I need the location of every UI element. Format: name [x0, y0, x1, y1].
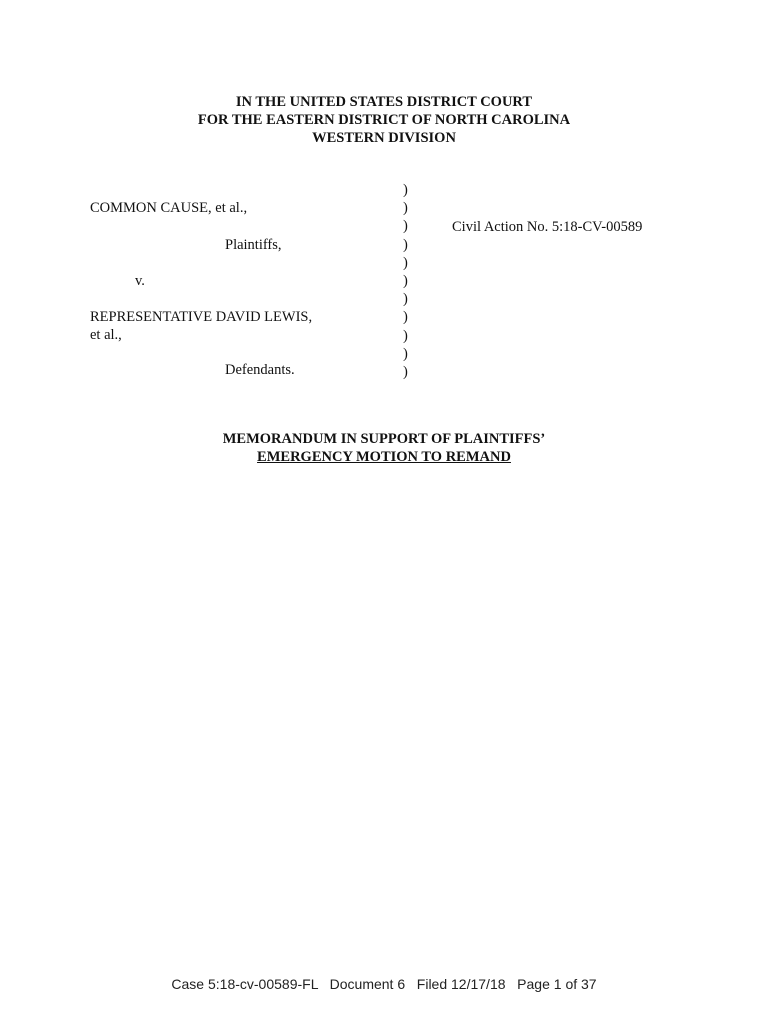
- versus-label: v.: [135, 273, 145, 289]
- document-title: [0, 430, 768, 466]
- caption-parenthesis: ): [403, 236, 408, 253]
- caption-parenthesis: ): [403, 291, 408, 308]
- defendant-name-line-1: REPRESENTATIVE DAVID LEWIS,: [90, 309, 313, 325]
- court-filing-stamp: Case 5:18-cv-00589-FL Document 6 Filed 12/17/18 Page 1 of 37: [171, 976, 597, 992]
- caption-parenthesis: ): [403, 254, 408, 271]
- civil-action-number: Civil Action No. 5:18-CV-00589: [452, 219, 643, 235]
- caption-parenthesis: ): [403, 364, 408, 381]
- document-title-line-2: EMERGENCY MOTION TO REMAND: [257, 449, 511, 466]
- caption-parenthesis-column: [403, 181, 408, 381]
- defendant-role: Defendants.: [225, 362, 295, 378]
- caption-parenthesis: ): [403, 309, 408, 326]
- caption-parenthesis: ): [403, 273, 408, 290]
- court-heading-line-1: IN THE UNITED STATES DISTRICT COURT: [235, 94, 533, 110]
- caption-parenthesis: ): [403, 218, 408, 235]
- caption-parenthesis: ): [403, 200, 408, 217]
- caption-parenthesis: ): [403, 327, 408, 344]
- plaintiff-name: COMMON CAUSE, et al.,: [90, 200, 248, 216]
- caption-parenthesis: ): [403, 345, 408, 362]
- defendant-name-line-2: et al.,: [90, 327, 122, 343]
- court-heading-line-3: WESTERN DIVISION: [312, 130, 456, 147]
- document-title-line-1: MEMORANDUM IN SUPPORT OF PLAINTIFFS’: [222, 431, 546, 447]
- court-heading-line-2: FOR THE EASTERN DISTRICT OF NORTH CAROLINA: [197, 112, 571, 129]
- plaintiff-role: Plaintiffs,: [225, 237, 282, 253]
- caption-parenthesis: ): [403, 182, 408, 198]
